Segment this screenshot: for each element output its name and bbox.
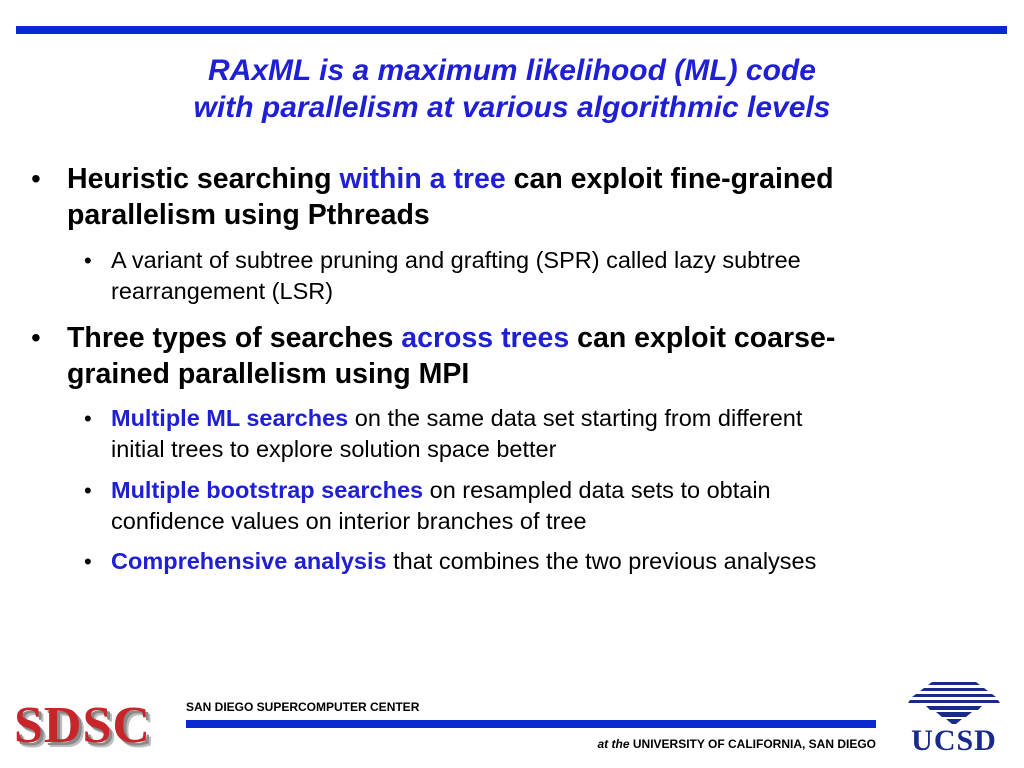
sdsc-logo-text: SDSC	[14, 697, 151, 754]
bullet-marker: •	[31, 163, 41, 194]
at-the-text: at the	[597, 737, 630, 751]
title-line-2: with parallelism at various algorithmic levels	[193, 91, 831, 124]
bullet-line-2: parallelism using Pthreads	[67, 199, 430, 231]
subbullet-highlight: Multiple ML searches	[111, 405, 349, 431]
slide-title	[0, 52, 1024, 126]
footer-rule	[186, 720, 876, 728]
subbullet-marker: •	[84, 248, 92, 273]
subbullet-highlight: Comprehensive analysis	[111, 548, 387, 574]
sdsc-logo	[14, 696, 174, 754]
subbullet-highlight: Multiple bootstrap searches	[111, 477, 424, 503]
title-line-1: RAxML is a maximum likelihood (ML) code	[208, 54, 816, 87]
subbullet-line-2: rearrangement (LSR)	[111, 278, 334, 304]
subbullet-line-1: A variant of subtree pruning and grafting (SPR) called lazy subtree	[111, 247, 801, 273]
subbullet-line-1	[111, 403, 991, 434]
subbullet-marker: •	[84, 406, 92, 431]
subbullet-text	[111, 245, 991, 307]
bullet-marker: •	[31, 322, 41, 353]
top-rule	[16, 26, 1007, 34]
subbullet-line-1	[111, 546, 991, 577]
university-name: UNIVERSITY OF CALIFORNIA, SAN DIEGO	[632, 737, 876, 751]
bullet-text	[67, 161, 1017, 233]
ucsd-logo	[902, 680, 1006, 758]
subbullet-text	[111, 403, 991, 465]
bullet-text-pre: Heuristic searching	[67, 163, 340, 195]
bullet-line-2: grained parallelism using MPI	[67, 358, 470, 390]
ucsd-wordmark: UCSD	[911, 724, 997, 757]
bullet-text-post: can exploit fine-grained	[505, 163, 834, 195]
ucsd-emblem-icon	[902, 680, 1006, 726]
bullet-text-post: can exploit coarse-	[569, 322, 836, 354]
bullet-line-1	[67, 320, 1017, 356]
subbullet-text-post: that combines the two previous analyses	[386, 548, 817, 574]
bullet-highlight: across trees	[401, 322, 570, 354]
bullet-line-1	[67, 161, 1017, 197]
university-line	[598, 737, 877, 751]
subbullet-marker: •	[84, 549, 92, 574]
subbullet-marker: •	[84, 478, 92, 503]
subbullet-text	[111, 475, 991, 537]
subbullet-line-1	[111, 475, 991, 506]
subbullet-text-post: on the same data set starting from different	[348, 405, 803, 431]
subbullet-text-post: on resampled data sets to obtain	[423, 477, 771, 503]
subbullet-text	[111, 546, 991, 577]
bullet-text	[67, 320, 1017, 392]
bullet-text-pre: Three types of searches	[67, 322, 402, 354]
subbullet-line-2: initial trees to explore solution space better	[111, 436, 557, 462]
center-name: SAN DIEGO SUPERCOMPUTER CENTER	[186, 700, 420, 714]
subbullet-line-2: confidence values on interior branches of tree	[111, 508, 587, 534]
bullet-highlight: within a tree	[339, 163, 506, 195]
